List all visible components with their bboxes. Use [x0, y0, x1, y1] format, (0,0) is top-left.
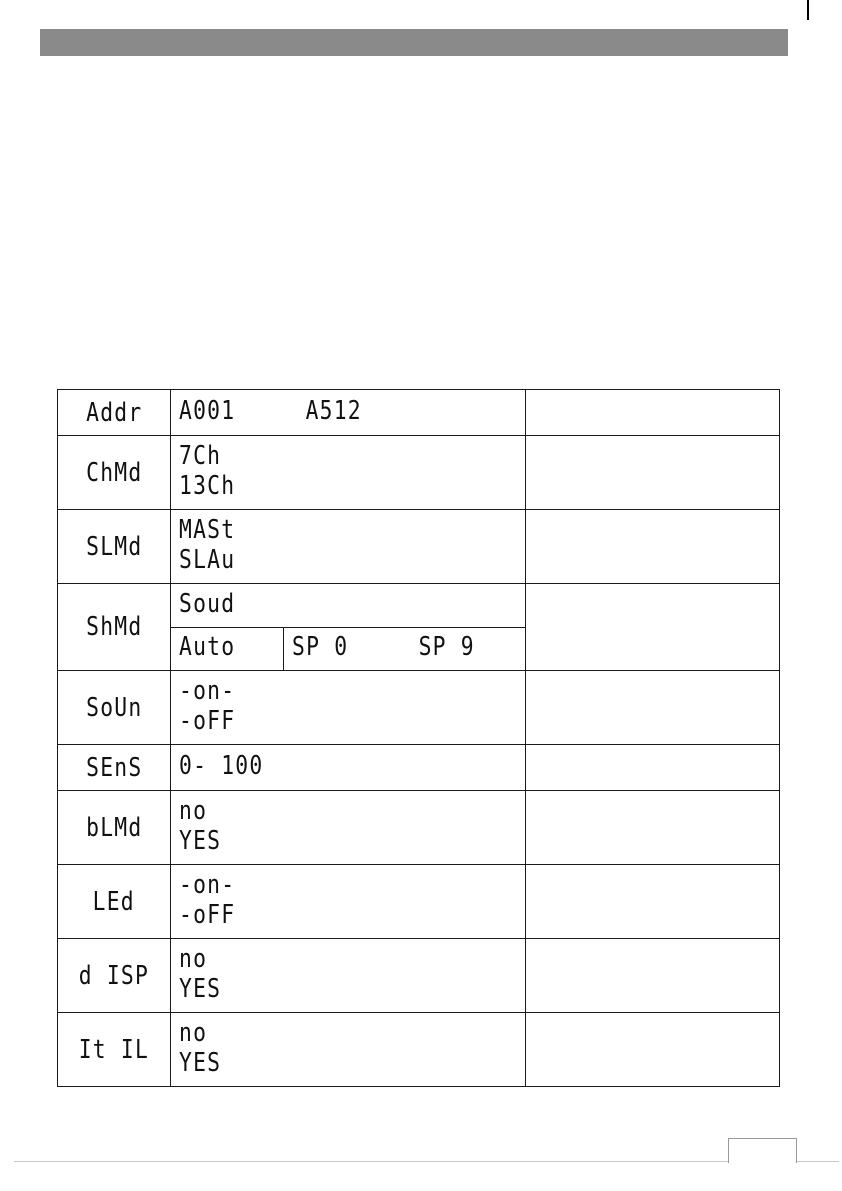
option-value: Auto [179, 632, 236, 662]
option-line [179, 899, 525, 932]
description-cell [526, 510, 780, 584]
description-cell [526, 745, 780, 791]
description-cell [526, 671, 780, 745]
option-value: -on- [179, 675, 236, 706]
table-row [58, 510, 780, 584]
option-value: YES [179, 1047, 222, 1078]
option-value: 13Ch [179, 470, 236, 501]
top-edge-rule [807, 0, 809, 20]
option-value: -oFF [179, 899, 236, 930]
function-label: d ISP [78, 960, 150, 991]
description-cell [526, 939, 780, 1013]
option-value: no [179, 1017, 208, 1048]
suboption-label-cell [171, 628, 284, 671]
option-line [179, 825, 525, 858]
function-cell [58, 390, 171, 436]
function-label: It IL [78, 1034, 150, 1065]
option-line [179, 544, 525, 577]
option-value: 7Ch [179, 440, 222, 471]
description-cell [526, 791, 780, 865]
table-row [58, 390, 780, 436]
table-row [58, 436, 780, 510]
option-value: MASt [179, 514, 236, 545]
option-line [179, 973, 525, 1006]
function-label: SLMd [85, 531, 143, 562]
option-line [179, 440, 525, 473]
description-cell [526, 436, 780, 510]
table-row [58, 939, 780, 1013]
option-value: no [179, 795, 208, 826]
option-line [179, 588, 525, 621]
function-cell [58, 671, 171, 745]
option-line [179, 943, 525, 976]
function-label: bLMd [85, 812, 143, 843]
option-line [179, 395, 525, 428]
table-row [58, 865, 780, 939]
function-cell [58, 510, 171, 584]
options-cell [171, 584, 526, 628]
options-cell [171, 791, 526, 865]
description-cell [526, 1013, 780, 1087]
function-cell [58, 865, 171, 939]
option-value: SLAu [179, 544, 236, 575]
options-cell [171, 745, 526, 791]
options-cell [171, 510, 526, 584]
function-label: LEd [92, 886, 136, 917]
option-value: no [179, 943, 208, 974]
function-cell [58, 1013, 171, 1087]
option-line [179, 470, 525, 503]
function-cell [58, 436, 171, 510]
description-cell [526, 390, 780, 436]
option-value: Soud [179, 588, 236, 619]
suboption-range-cell [284, 628, 526, 671]
option-line [179, 514, 525, 547]
footer-rule [797, 1161, 839, 1162]
table-row [58, 791, 780, 865]
option-value: -on- [179, 869, 236, 900]
option-line [179, 1047, 525, 1080]
option-value: YES [179, 973, 222, 1004]
option-line [179, 1017, 525, 1050]
table-row [58, 584, 780, 628]
option-line [179, 750, 525, 783]
function-cell [58, 791, 171, 865]
options-cell [171, 671, 526, 745]
option-value: A001 A512 [179, 395, 362, 426]
option-value: YES [179, 825, 222, 856]
option-line [292, 634, 525, 664]
header-bar [40, 29, 788, 56]
function-label: ChMd [85, 457, 143, 488]
option-line [179, 869, 525, 902]
function-cell [58, 584, 171, 671]
option-value: -oFF [179, 705, 236, 736]
table-row [58, 671, 780, 745]
option-line [179, 675, 525, 708]
option-value: SP 0 SP 9 [292, 632, 475, 662]
description-cell [526, 584, 780, 671]
options-cell [171, 939, 526, 1013]
function-label: SEnS [85, 752, 143, 783]
option-value: 0- 100 [179, 750, 264, 781]
function-cell [58, 939, 171, 1013]
options-cell [171, 1013, 526, 1087]
options-cell [171, 390, 526, 436]
options-cell [171, 865, 526, 939]
option-line [179, 795, 525, 828]
footer-rule [14, 1161, 728, 1162]
option-line [179, 705, 525, 738]
description-cell [526, 865, 780, 939]
page-number-box [728, 1138, 797, 1163]
options-cell [171, 436, 526, 510]
menu-settings-table [57, 389, 780, 1087]
table-row [58, 1013, 780, 1087]
option-line [179, 634, 283, 664]
function-cell [58, 745, 171, 791]
function-label: SoUn [85, 692, 143, 723]
function-label: Addr [85, 397, 143, 428]
table-row [58, 745, 780, 791]
function-label: ShMd [85, 612, 143, 642]
